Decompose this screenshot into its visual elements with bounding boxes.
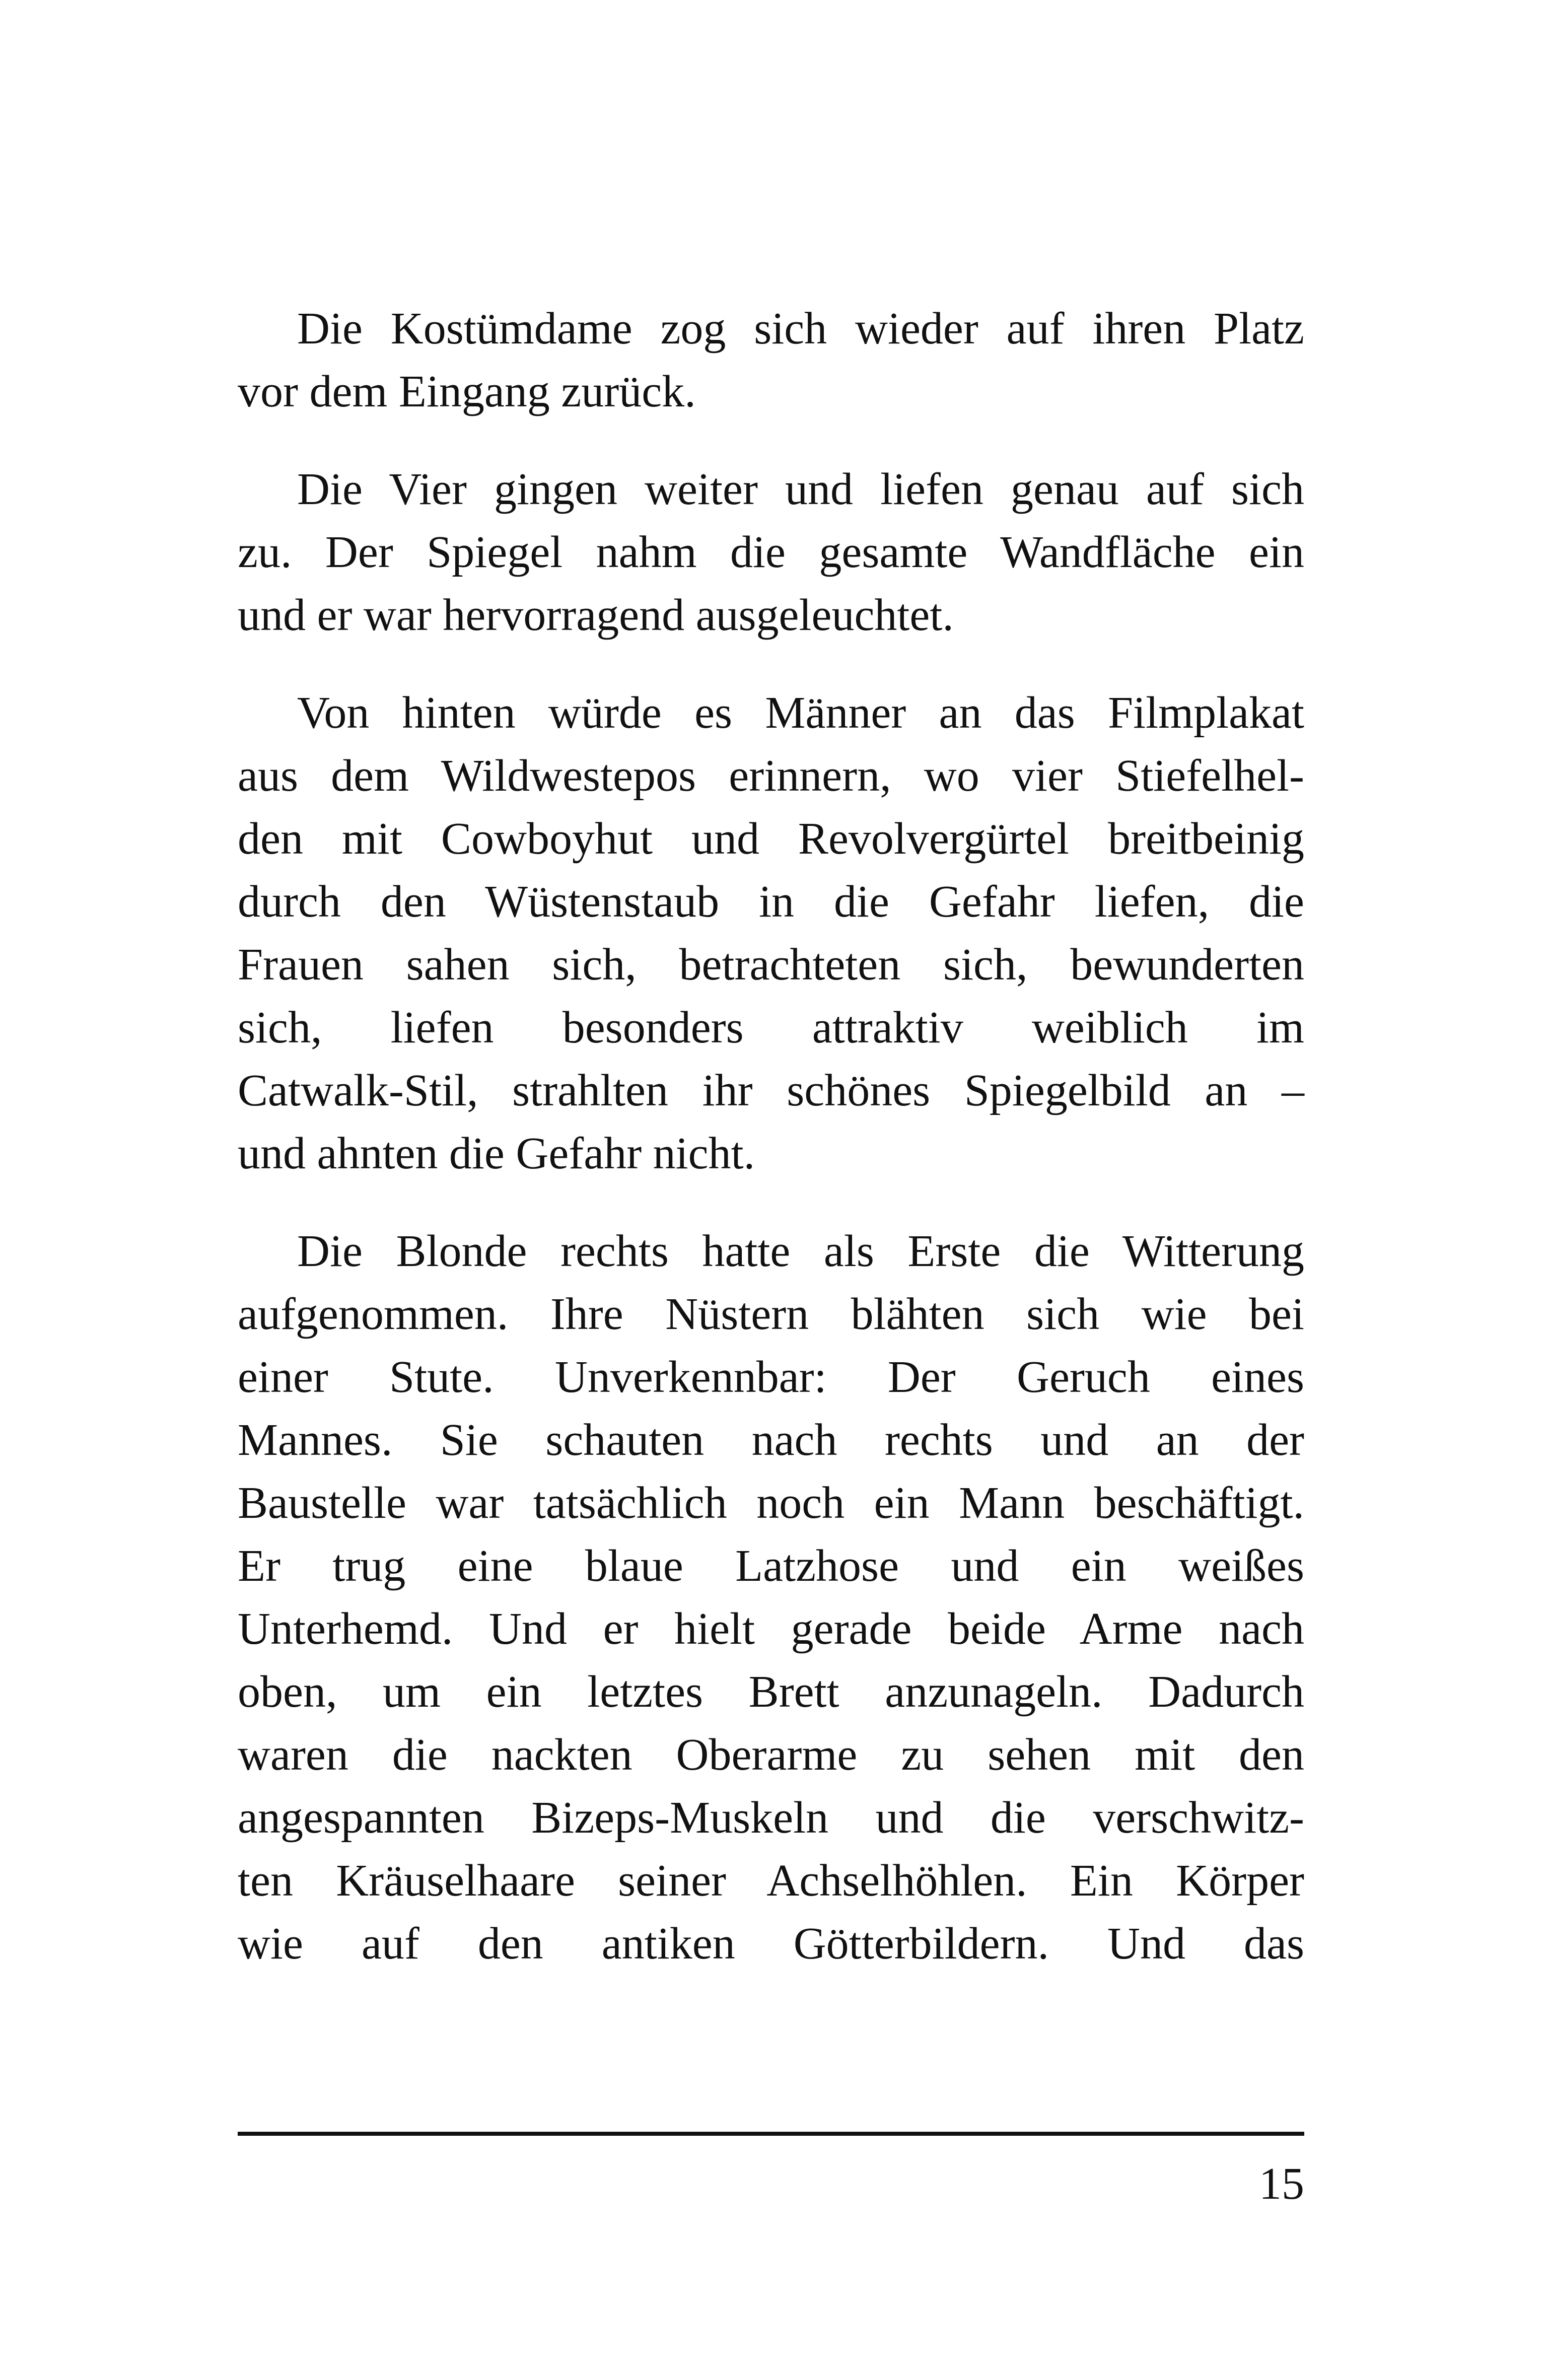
text-line: Die Blonde rechts hatte als Erste die Witterung (297, 1226, 1304, 1276)
text-line: Catwalk-Stil, strahlten ihr schönes Spiegelbild an – (238, 1066, 1304, 1115)
paragraph-1 (238, 297, 1304, 423)
text-line: und er war hervorragend ausgeleuchtet. (238, 590, 954, 640)
text-line: ten Kräuselhaare seiner Achselhöhlen. Ein Körper (238, 1856, 1304, 1906)
text-line: aufgenommen. Ihre Nüstern blähten sich wie bei (238, 1289, 1304, 1339)
text-line: und ahnten die Gefahr nicht. (238, 1129, 755, 1178)
paragraph-2 (238, 458, 1304, 647)
text-line: angespannten Bizeps-Muskeln und die verschwitz- (238, 1793, 1304, 1843)
text-line: vor dem Eingang zurück. (238, 367, 696, 416)
text-line: Unterhemd. Und er hielt gerade beide Arme nach (238, 1604, 1304, 1654)
text-line: durch den Wüstenstaub in die Gefahr liefen, die (238, 877, 1304, 927)
text-line: Er trug eine blaue Latzhose und ein weißes (238, 1541, 1304, 1591)
text-line: zu. Der Spiegel nahm die gesamte Wandfläche ein (238, 527, 1304, 577)
text-line: Mannes. Sie schauten nach rechts und an der (238, 1415, 1304, 1465)
text-line: sich, liefen besonders attraktiv weiblich im (238, 1003, 1304, 1053)
body-text (238, 297, 1304, 2010)
text-line: Von hinten würde es Männer an das Filmplakat (297, 688, 1304, 738)
paragraph-3 (238, 681, 1304, 1185)
paragraph-4 (238, 1220, 1304, 1975)
page-number: 15 (1259, 2159, 1304, 2209)
text-line: einer Stute. Unverkennbar: Der Geruch eines (238, 1352, 1304, 1402)
text-line: den mit Cowboyhut und Revolvergürtel breitbeinig (238, 814, 1304, 864)
text-line: Frauen sahen sich, betrachteten sich, bewunderten (238, 940, 1304, 990)
text-line: Baustelle war tatsächlich noch ein Mann beschäftigt. (238, 1478, 1304, 1528)
text-line: wie auf den antiken Götterbildern. Und das (238, 1919, 1304, 1969)
footer-divider (238, 2132, 1304, 2136)
text-line: aus dem Wildwestepos erinnern, wo vier Stiefelhel- (238, 751, 1304, 801)
text-line: Die Vier gingen weiter und liefen genau auf sich (297, 464, 1304, 514)
text-line: oben, um ein letztes Brett anzunageln. Dadurch (238, 1667, 1304, 1717)
text-line: Die Kostümdame zog sich wieder auf ihren Platz (297, 304, 1304, 354)
text-line: waren die nackten Oberarme zu sehen mit den (238, 1730, 1304, 1780)
